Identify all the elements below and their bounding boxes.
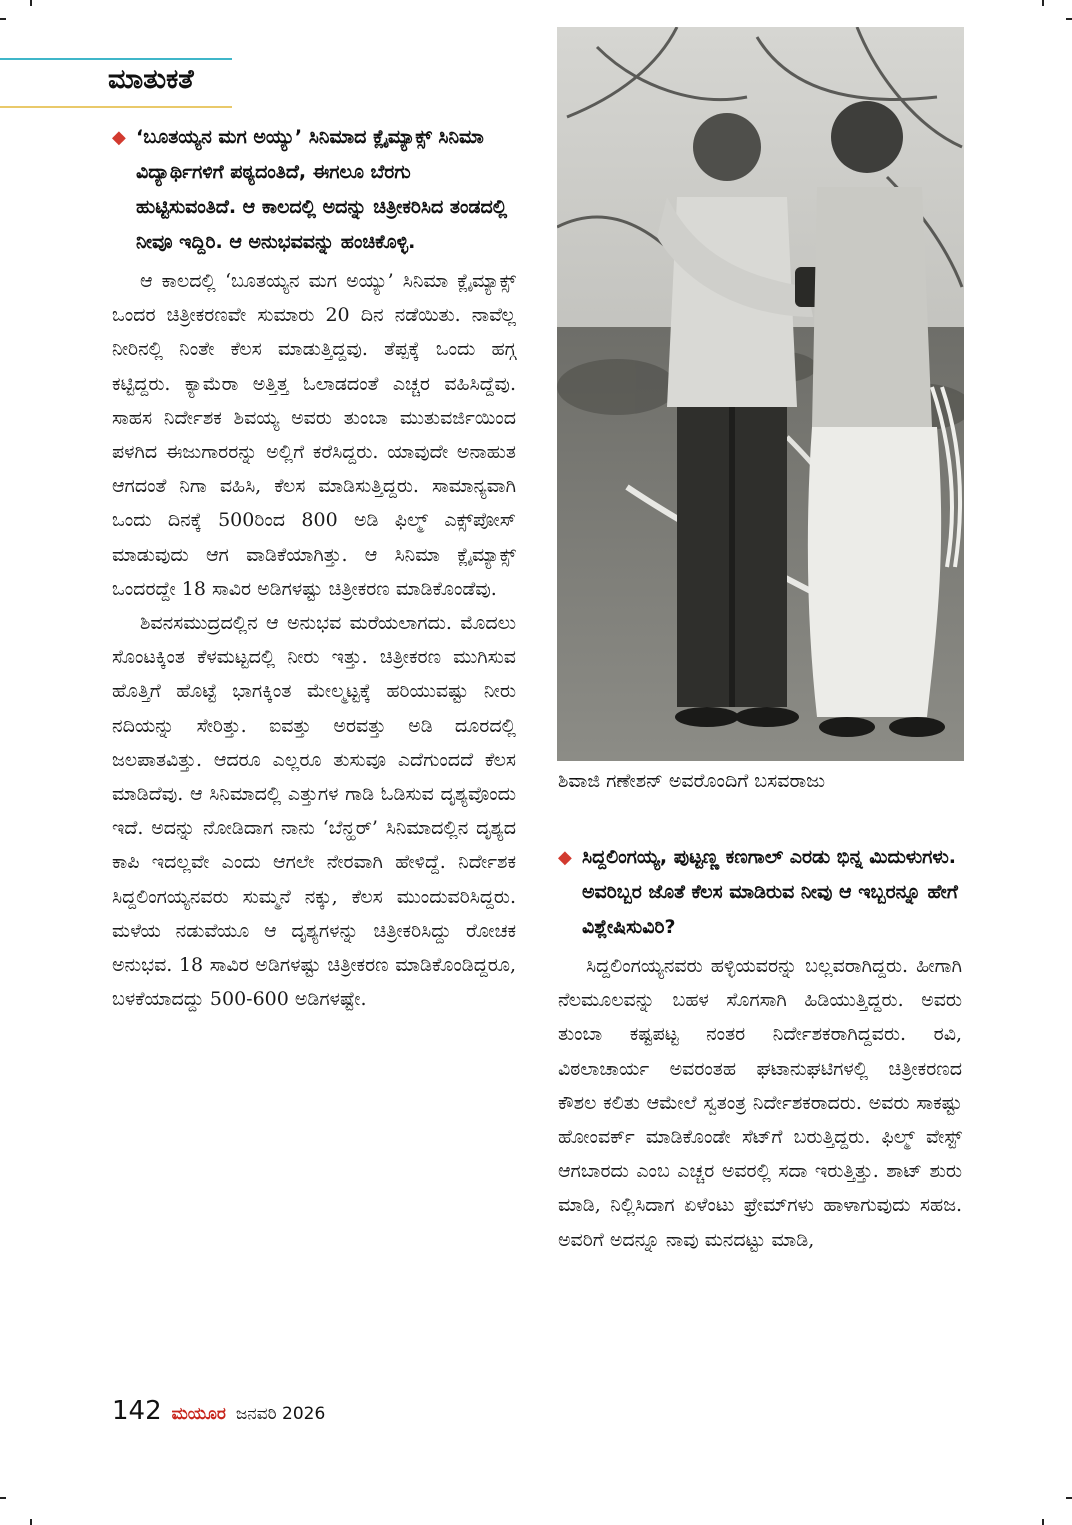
section-rule-bottom	[0, 106, 232, 108]
crop-mark	[1066, 1497, 1072, 1499]
answer-1-paragraph-2: ಶಿವನಸಮುದ್ರದಲ್ಲಿನ ಆ ಅನುಭವ ಮರೆಯಲಾಗದು. ಮೊದಲು ಸೊಂಟಕ್ಕಿಂತ ಕೆಳಮಟ್ಟದಲ್ಲಿ ನೀರು ಇತ್ತು. ಚಿತ್ರೀಕರಣ ಮುಗಿಸುವ ಹೊತ್ತಿಗೆ ಹೊಟ್ಟೆ ಭಾಗಕ್ಕಿಂತ ಮೇಲ್ಮಟ್ಟಕ್ಕೆ ಹರಿಯುವಷ್ಟು ನೀರು ನದಿಯನ್ನು ಸೇರಿತ್ತು. ಐವತ್ತು ಅರವತ್ತು ಅಡಿ ದೂರದಲ್ಲಿ ಜಲಪಾತವಿತ್ತು. ಆದರೂ ಎಲ್ಲರೂ ತುಸುವೂ ಎದೆಗುಂದದೆ ಕೆಲಸ ಮಾಡಿದೆವು. ಆ ಸಿನಿಮಾದಲ್ಲಿ ಎತ್ತುಗಳ ಗಾಡಿ ಓಡಿಸುವ ದೃಶ್ಯವೊಂದು ಇದೆ. ಅದನ್ನು ನೋಡಿದಾಗ ನಾನು ‘ಬೆನ್ಹರ್’ ಸಿನಿಮಾದಲ್ಲಿನ ದೃಶ್ಯದ ಕಾಪಿ ಇದಲ್ಲವೇ ಎಂದು ಆಗಲೇ ನೇರವಾಗಿ ಹೇಳಿದ್ದೆ. ನಿರ್ದೇಶಕ ಸಿದ್ದಲಿಂಗಯ್ಯನವರು ಸುಮ್ಮನೆ ನಕ್ಕು, ಕೆಲಸ ಮುಂದುವರಿಸಿದ್ದರು. ಮಳೆಯ ನಡುವೆಯೂ ಆ ದೃಶ್ಯಗಳನ್ನು ಚಿತ್ರೀಕರಿಸಿದ್ದು ರೋಚಕ ಅನುಭವ. 18 ಸಾವಿರ ಅಡಿಗಳಷ್ಟು ಚಿತ್ರೀಕರಣ ಮಾಡಿಕೊಂಡಿದ್ದರೂ, ಬಳಕೆಯಾದದ್ದು 500-600 ಅಡಿಗಳಷ್ಟೇ.	[112, 612, 516, 1011]
crop-mark	[1066, 18, 1072, 20]
photo-illustration	[557, 27, 964, 761]
right-column	[558, 840, 962, 1257]
question-2	[558, 840, 962, 945]
question-1-text: ‘ಬೂತಯ್ಯನ ಮಗ ಅಯ್ಯು’ ಸಿನಿಮಾದ ಕ್ಲೈಮ್ಯಾಕ್ಸ್ ಸಿನಿಮಾ ವಿದ್ಯಾರ್ಥಿಗಳಿಗೆ ಪಠ್ಯದಂತಿದೆ, ಈಗಲೂ ಬೆರಗು ಹುಟ್ಟಿಸುವಂತಿದೆ. ಆ ಕಾಲದಲ್ಲಿ ಅದನ್ನು ಚಿತ್ರೀಕರಿಸಿದ ತಂಡದಲ್ಲಿ ನೀವೂ ಇದ್ದಿರಿ. ಆ ಅನುಭವವನ್ನು ಹಂಚಿಕೊಳ್ಳಿ.	[136, 126, 508, 253]
section-rule-top	[0, 58, 232, 60]
left-column	[112, 120, 516, 1016]
section-title: ಮಾತುಕತೆ	[108, 64, 194, 95]
diamond-bullet-icon: ◆	[558, 847, 572, 868]
crop-mark	[1042, 0, 1044, 6]
crop-mark	[0, 1497, 6, 1499]
issue-date: ಜನವರಿ 2026	[235, 1404, 326, 1424]
crop-mark	[30, 0, 32, 6]
crop-mark	[0, 18, 6, 20]
question-2-text: ಸಿದ್ದಲಿಂಗಯ್ಯ, ಪುಟ್ಟಣ್ಣ ಕಣಗಾಲ್ ಎರಡು ಭಿನ್ನ ಮಿದುಳುಗಳು. ಅವರಿಬ್ಬರ ಜೊತೆ ಕೆಲಸ ಮಾಡಿರುವ ನೀವು ಆ ಇಬ್ಬರನ್ನೂ ಹೇಗೆ ವಿಶ್ಲೇಷಿಸುವಿರಿ?	[582, 846, 958, 938]
page-footer	[112, 1396, 325, 1426]
photo-caption: ಶಿವಾಜಿ ಗಣೇಶನ್ ಅವರೊಂದಿಗೆ ಬಸವರಾಜು	[558, 770, 826, 792]
page-number: 142	[112, 1396, 162, 1426]
crop-mark	[1042, 1519, 1044, 1525]
diamond-bullet-icon: ◆	[112, 127, 126, 148]
crop-mark	[30, 1519, 32, 1525]
answer-2-paragraph-1: ಸಿದ್ದಲಿಂಗಯ್ಯನವರು ಹಳ್ಳಿಯವರನ್ನು ಬಲ್ಲವರಾಗಿದ್ದರು. ಹೀಗಾಗಿ ನೆಲಮೂಲವನ್ನು ಬಹಳ ಸೊಗಸಾಗಿ ಹಿಡಿಯುತ್ತಿದ್ದರು. ಅವರು ತುಂಬಾ ಕಷ್ಟಪಟ್ಟ ನಂತರ ನಿರ್ದೇಶಕರಾಗಿದ್ದವರು. ರವಿ, ವಿಠಲಾಚಾರ್ಯ ಅವರಂತಹ ಘಟಾನುಘಟಿಗಳಲ್ಲಿ ಚಿತ್ರೀಕರಣದ ಕೌಶಲ ಕಲಿತು ಆಮೇಲೆ ಸ್ವತಂತ್ರ ನಿರ್ದೇಶಕರಾದರು. ಅವರು ಸಾಕಷ್ಟು ಹೋಂವರ್ಕ್ ಮಾಡಿಕೊಂಡೇ ಸೆಟ್‌ಗೆ ಬರುತ್ತಿದ್ದರು. ಫಿಲ್ಮ್ ವೇಸ್ಟ್ ಆಗಬಾರದು ಎಂಬ ಎಚ್ಚರ ಅವರಲ್ಲಿ ಸದಾ ಇರುತ್ತಿತ್ತು. ಶಾಟ್ ಶುರು ಮಾಡಿ, ನಿಲ್ಲಿಸಿದಾಗ ಏಳೆಂಟು ಫ್ರೇಮ್‌ಗಳು ಹಾಳಾಗುವುದು ಸಹಜ. ಅವರಿಗೆ ಅದನ್ನೂ ನಾವು ಮನದಟ್ಟು ಮಾಡಿ,	[558, 955, 962, 1251]
question-1	[112, 120, 516, 260]
answer-1-paragraph-1: ಆ ಕಾಲದಲ್ಲಿ ‘ಬೂತಯ್ಯನ ಮಗ ಅಯ್ಯು’ ಸಿನಿಮಾ ಕ್ಲೈಮ್ಯಾಕ್ಸ್ ಒಂದರ ಚಿತ್ರೀಕರಣವೇ ಸುಮಾರು 20 ದಿನ ನಡೆಯಿತು. ನಾವೆಲ್ಲ ನೀರಿನಲ್ಲಿ ನಿಂತೇ ಕೆಲಸ ಮಾಡುತ್ತಿದ್ದವು. ತೆಪ್ಪಕ್ಕೆ ಒಂದು ಹಗ್ಗ ಕಟ್ಟಿದ್ದರು. ಕ್ಯಾಮೆರಾ ಅತ್ತಿತ್ತ ಓಲಾಡದಂತೆ ಎಚ್ಚರ ವಹಿಸಿದ್ದೆವು. ಸಾಹಸ ನಿರ್ದೇಶಕ ಶಿವಯ್ಯ ಅವರು ತುಂಬಾ ಮುತುವರ್ಜಿಯಿಂದ ಪಳಗಿದ ಈಜುಗಾರರನ್ನು ಅಲ್ಲಿಗೆ ಕರೆಸಿದ್ದರು. ಯಾವುದೇ ಅನಾಹುತ ಆಗದಂತೆ ನಿಗಾ ವಹಿಸಿ, ಕೆಲಸ ಮಾಡಿಸುತ್ತಿದ್ದರು. ಸಾಮಾನ್ಯವಾಗಿ ಒಂದು ದಿನಕ್ಕೆ 500ರಿಂದ 800 ಅಡಿ ಫಿಲ್ಮ್ ಎಕ್ಸ್‌ಪೋಸ್ ಮಾಡುವುದು ಆಗ ವಾಡಿಕೆಯಾಗಿತ್ತು. ಆ ಸಿನಿಮಾ ಕ್ಲೈಮ್ಯಾಕ್ಸ್ ಒಂದರದ್ದೇ 18 ಸಾವಿರ ಅಡಿಗಳಷ್ಟು ಚಿತ್ರೀಕರಣ ಮಾಡಿಕೊಂಡೆವು.	[112, 270, 517, 600]
photo	[557, 27, 964, 761]
magazine-name: ಮಯೂರ	[171, 1404, 226, 1424]
